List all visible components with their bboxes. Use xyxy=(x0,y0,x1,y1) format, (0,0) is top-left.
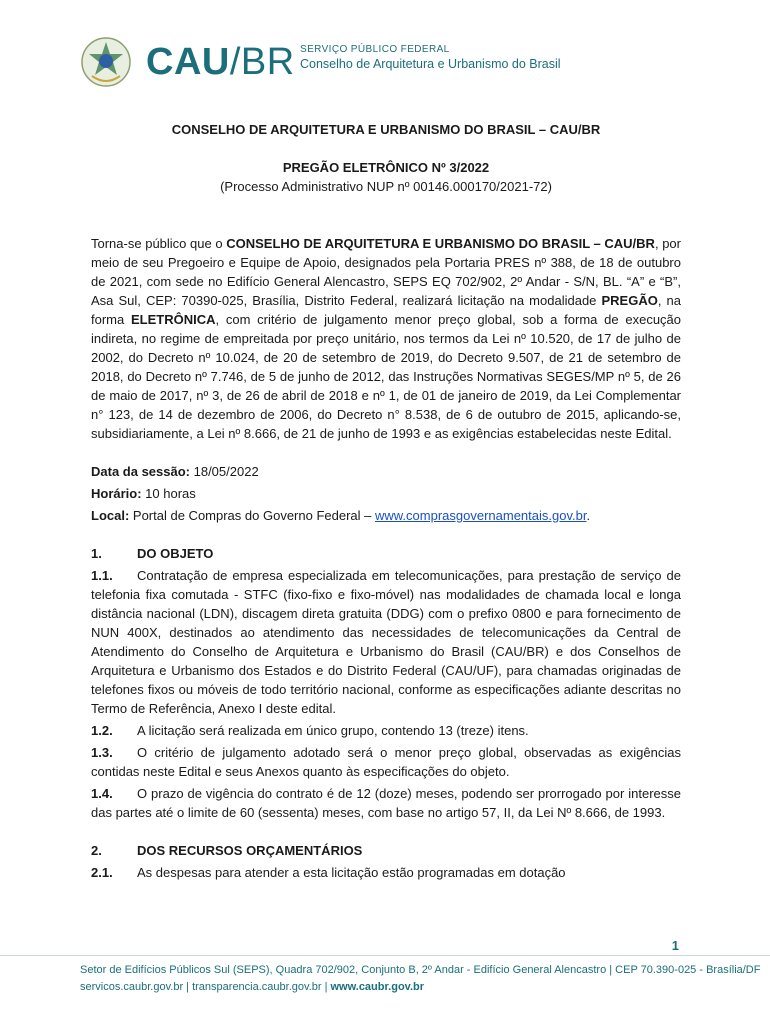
pregao-heading: PREGÃO ELETRÔNICO Nº 3/2022 xyxy=(282,160,490,175)
letterhead xyxy=(80,36,680,88)
item-1-4: 1.4. O prazo de vigência do contrato é de 12 (doze) meses, podendo ser prorrogado por interesse das partes até o limite de 60 (sessenta) meses, com base no artigo 57, II, da Lei Nº 8.666, de 1993. xyxy=(91,786,681,820)
org-line1: SERVIÇO PÚBLICO FEDERAL xyxy=(300,44,450,55)
item-1-3: 1.3. O critério de julgamento adotado será o menor preço global, observadas as exigências contidas neste Edital e seus Anexos quanto às especificações do objeto. xyxy=(91,745,681,779)
intro-paragraph: Torna-se público que o CONSELHO DE ARQUITETURA E URBANISMO DO BRASIL – CAU/BR, por meio de seu Pregoeiro e Equipe de Apoio, designados pela Portaria PRES nº 388, de 18 de outubro de 2021, com sede no Edifício General Alencastro, SEPS EQ 702/902, 2º Andar - S/N, BL. “A” e “B”, Asa Sul, CEP: 70390-025, Brasília, Distrito Federal, realizará licitação na modalidade PREGÃO, na forma ELETRÔNICA, com critério de julgamento menor preço global, sob a forma de execução indireta, no regime de empreitada por preço unitário, nos termos da Lei nº 10.520, de 17 de julho de 2002, do Decreto nº 10.024, de 20 de setembro de 2019, do Decreto 9.507, de 21 de setembro de 2018, do Decreto nº 7.746, de 5 de junho de 2012, das Instruções Normativas SEGES/MP nº 5, de 26 de maio de 2017, nº 3, de 26 de abril de 2018 e nº 1, de 01 de janeiro de 2019, da Lei Complementar n° 123, de 14 de dezembro de 2006, do Decreto n° 8.538, de 6 de outubro de 2015, aplicando-se, subsidiariamente, a Lei nº 8.666, de 21 de junho de 1993 e as exigências estabelecidas neste Edital. xyxy=(91,236,682,441)
org-line2: Conselho de Arquitetura e Urbanismo do Brasil xyxy=(300,57,561,71)
footer-links: servicos.caubr.gov.br | transparencia.caubr.gov.br | www.caubr.gov.br xyxy=(80,981,425,993)
section-1-heading: 1. DO OBJETO xyxy=(91,546,214,561)
footer-address: Setor de Edifícios Públicos Sul (SEPS), Quadra 702/902, Conjunto B, 2º Andar - Edifício General Alencastro | CEP 70.390-025 - Brasília/DF xyxy=(80,964,761,976)
session-date: Data da sessão: 18/05/2022 xyxy=(91,464,259,479)
item-1-1: 1.1. Contratação de empresa especializada em telecomunicações, para prestação de serviço de telefonia fixa comutada - STFC (fixo-fixo e fixo-móvel) nas modalidades de chamada local e longa distância nacional (LDN), discagem direta gratuita (DDG) com o prefixo 0800 e para fornecimento de NUN 400X, destinados ao atendimento das necessidades de telecomunicações da Central de Atendimento do Conselho de Arquitetura e Urbanismo do Brasil (CAU/BR) e dos Conselhos de Arquitetura e Urbanismo dos Estados e do Distrito Federal (CAU/UF), para chamadas originadas de telefones fixos ou móveis de todo território nacional, conforme as especificações adiante descritas no Termo de Referência, Anexo I deste edital. xyxy=(91,568,681,716)
page-number: 1 xyxy=(671,938,679,953)
section-2-heading: 2. DOS RECURSOS ORÇAMENTÁRIOS xyxy=(91,843,363,858)
processo-line: (Processo Administrativo NUP nº 00146.000170/2021-72) xyxy=(220,179,552,194)
document-body xyxy=(91,120,681,882)
coat-of-arms-icon xyxy=(80,36,132,88)
page-footer xyxy=(0,955,770,996)
session-time: Horário: 10 horas xyxy=(91,486,196,501)
session-location: Local: Portal de Compras do Governo Federal – www.comprasgovernamentais.gov.br. xyxy=(91,508,591,523)
document-title: CONSELHO DE ARQUITETURA E URBANISMO DO BRASIL – CAU/BR xyxy=(171,122,601,137)
item-2-1: 2.1. As despesas para atender a esta licitação estão programadas em dotação xyxy=(91,865,566,880)
item-1-2: 1.2. A licitação será realizada em único grupo, contendo 13 (treze) itens. xyxy=(91,723,529,738)
organization-name xyxy=(300,43,561,72)
compras-link[interactable]: www.comprasgovernamentais.gov.br xyxy=(374,508,587,523)
cau-br-logo: CAU/BR xyxy=(146,41,295,83)
